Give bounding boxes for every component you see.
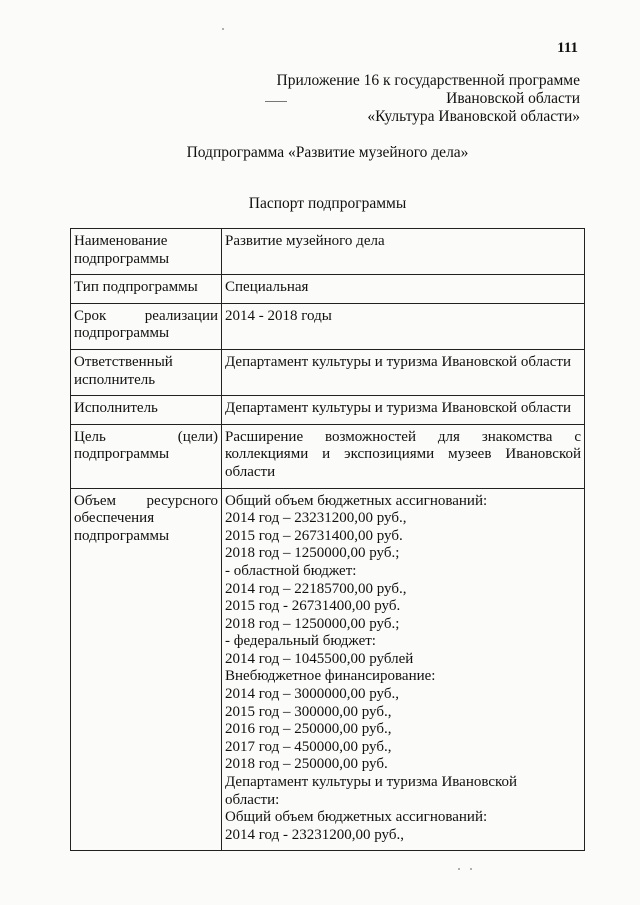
funding-line: 2015 год - 26731400,00 руб. xyxy=(225,598,401,615)
value-cell: Департамент культуры и туризма Ивановской области xyxy=(222,396,585,425)
funding-line: Департамент культуры и туризма Ивановской xyxy=(225,774,518,791)
subprogram-title: Подпрограмма «Развитие музейного дела» xyxy=(186,144,469,161)
value-cell: Департамент культуры и туризма Ивановской области xyxy=(222,349,585,395)
passport-table xyxy=(70,228,585,851)
table-row-name xyxy=(71,229,585,275)
scan-speck xyxy=(458,868,460,870)
pen-mark xyxy=(265,101,287,102)
page-number: 111 xyxy=(557,40,578,56)
label-cell: Срок реализации подпрограммы xyxy=(71,303,222,349)
label-cell: Исполнитель xyxy=(71,396,222,425)
funding-line: - федеральный бюджет: xyxy=(225,633,376,650)
passport-title: Паспорт подпрограммы xyxy=(248,195,407,212)
funding-line: Общий объем бюджетных ассигнований: xyxy=(225,492,488,509)
table-row-term xyxy=(71,303,585,349)
funding-value-cell xyxy=(222,488,585,851)
funding-line: Общий объем бюджетных ассигнований: xyxy=(225,809,488,826)
scan-speck xyxy=(470,868,472,870)
annex-line-2: Ивановской области xyxy=(446,90,580,107)
funding-line: 2014 год – 1045500,00 рублей xyxy=(225,650,414,667)
funding-line: 2015 год – 300000,00 руб., xyxy=(225,703,392,720)
funding-line: - областной бюджет: xyxy=(225,562,357,579)
funding-lines xyxy=(225,493,581,845)
annex-header xyxy=(277,72,580,126)
funding-line: Внебюджетное финансирование: xyxy=(225,668,436,685)
table-row-executor xyxy=(71,396,585,425)
label-cell: Ответственный исполнитель xyxy=(71,349,222,395)
table-row-type xyxy=(71,275,585,304)
scan-speck xyxy=(222,28,224,30)
value-cell: Развитие музейного дела xyxy=(222,229,585,275)
funding-line: 2014 год – 23231200,00 руб., xyxy=(225,510,407,527)
annex-line-3: «Культура Ивановской области» xyxy=(367,108,580,125)
table-row-goal xyxy=(71,424,585,488)
funding-line: 2014 год – 22185700,00 руб., xyxy=(225,580,407,597)
funding-line: 2015 год – 26731400,00 руб. xyxy=(225,527,403,544)
table-row-responsible xyxy=(71,349,585,395)
funding-line: 2016 год – 250000,00 руб., xyxy=(225,721,392,738)
value-cell: Расширение возможностей для знакомства с коллекциями и экспозициями музеев Ивановской области xyxy=(222,424,585,488)
label-cell: Наименование подпрограммы xyxy=(71,229,222,275)
funding-line: 2018 год – 1250000,00 руб.; xyxy=(225,545,400,562)
funding-line: 2018 год – 250000,00 руб. xyxy=(225,756,388,773)
funding-line: 2014 год – 3000000,00 руб., xyxy=(225,686,399,703)
value-cell: 2014 - 2018 годы xyxy=(222,303,585,349)
label-cell: Цель (цели) подпрограммы xyxy=(71,424,222,488)
value-cell: Специальная xyxy=(222,275,585,304)
funding-line: области: xyxy=(225,791,280,808)
annex-line-1: Приложение 16 к государственной программе xyxy=(276,72,580,89)
table-row-funding xyxy=(71,488,585,851)
label-cell: Тип подпрограммы xyxy=(71,275,222,304)
funding-line: 2017 год – 450000,00 руб., xyxy=(225,738,392,755)
label-cell: Объем ресурсного обеспечения подпрограммы xyxy=(71,488,222,851)
funding-line: 2018 год – 1250000,00 руб.; xyxy=(225,615,400,632)
funding-line: 2014 год - 23231200,00 руб., xyxy=(225,826,404,843)
